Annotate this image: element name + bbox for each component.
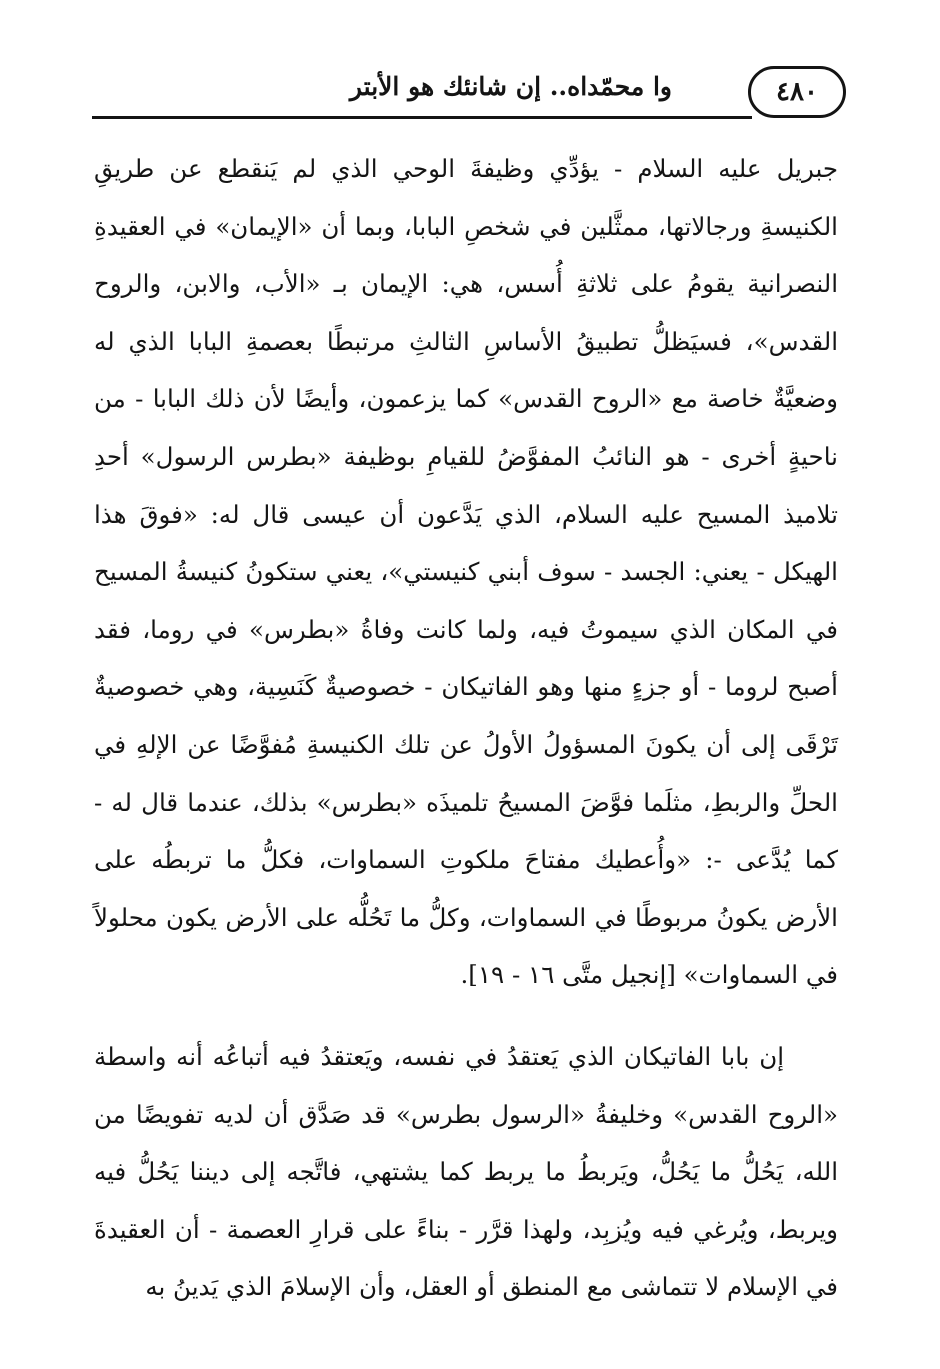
body-text — [94, 140, 838, 1316]
running-title: وا محمّداه.. إن شانئك هو الأبتر — [349, 72, 672, 101]
paragraph-2: إن بابا الفاتيكان الذي يَعتقدُ في نفسه، ويَعتقدُ فيه أتباعُه أنه واسطة «الروح القدس» وخليفةُ «الرسول بطرس» قد صَدَّق أن لديه تفويضًا من الله، يَحُلُّ ما يَحُلُّ، ويَربطُ ما يربط كما يشتهي، فاتَّجه إلى ديننا يَحُلُّ فيه ويربط، ويُرغي فيه ويُزبِد، ولهذا قرَّر - بناءً على قرارِ العصمة - أن العقيدةَ في الإسلام لا تتماشى مع المنطق أو العقل، وأن الإسلامَ الذي يَدينُ به — [94, 1041, 838, 1302]
paragraph-1: جبريل عليه السلام - يؤدِّي وظيفةَ الوحي الذي لم يَنقطع عن طريقِ الكنيسةِ ورجالاتها، ممثَّلين في شخصِ البابا، وبما أن «الإيمان» في العقيدةِ النصرانية يقومُ على ثلاثةِ أُسس، هي: الإيمان بـ «الأب، والابن، والروح القدس»، فسيَظلُّ تطبيقُ الأساسِ الثالثِ مرتبطًا بعصمةِ البابا الذي له وضعيَّةٌ خاصة مع «الروح القدس» كما يزعمون، وأيضًا لأن ذلك البابا - من ناحيةٍ أخرى - هو النائبُ المفوَّضُ للقيامِ بوظيفة «بطرس الرسول» أحدِ تلاميذ المسيح عليه السلام، الذي يَدَّعون أن عيسى قال له: «فوقَ هذا الهيكل - يعني: الجسد - سوف أبني كنيستي»، يعني ستكونُ كنيسةُ المسيح في المكان الذي سيموتُ فيه، ولما كانت وفاةُ «بطرس» في روما، فقد أصبح لروما - أو جزءٍ منها وهو الفاتيكان - خصوصيةٌ كَنَسِية، وهي خصوصيةٌ تَرْقَى إلى أن يكونَ المسؤولُ الأولُ عن تلك الكنيسةِ مُفوَّضًا عن الإلهِ في الحلِّ والربطِ، مثلَما فوَّضَ المسيحُ تلميذَه «بطرس» بذلك، عندما قال له - كما يُدَّعى -: «وأُعطيك مفتاحَ ملكوتِ السماوات، فكلُّ ما تربطُه على الأرض يكونُ مربوطًا في السماوات، وكلُّ ما تَحُلُّه على الأرض يكون محلولاً في السماوات» [إنجيل متَّى ١٦ - ١٩]. — [94, 154, 838, 990]
page-number: ٤٨٠ — [748, 66, 846, 118]
page-header — [92, 62, 840, 132]
header-divider — [92, 116, 752, 119]
